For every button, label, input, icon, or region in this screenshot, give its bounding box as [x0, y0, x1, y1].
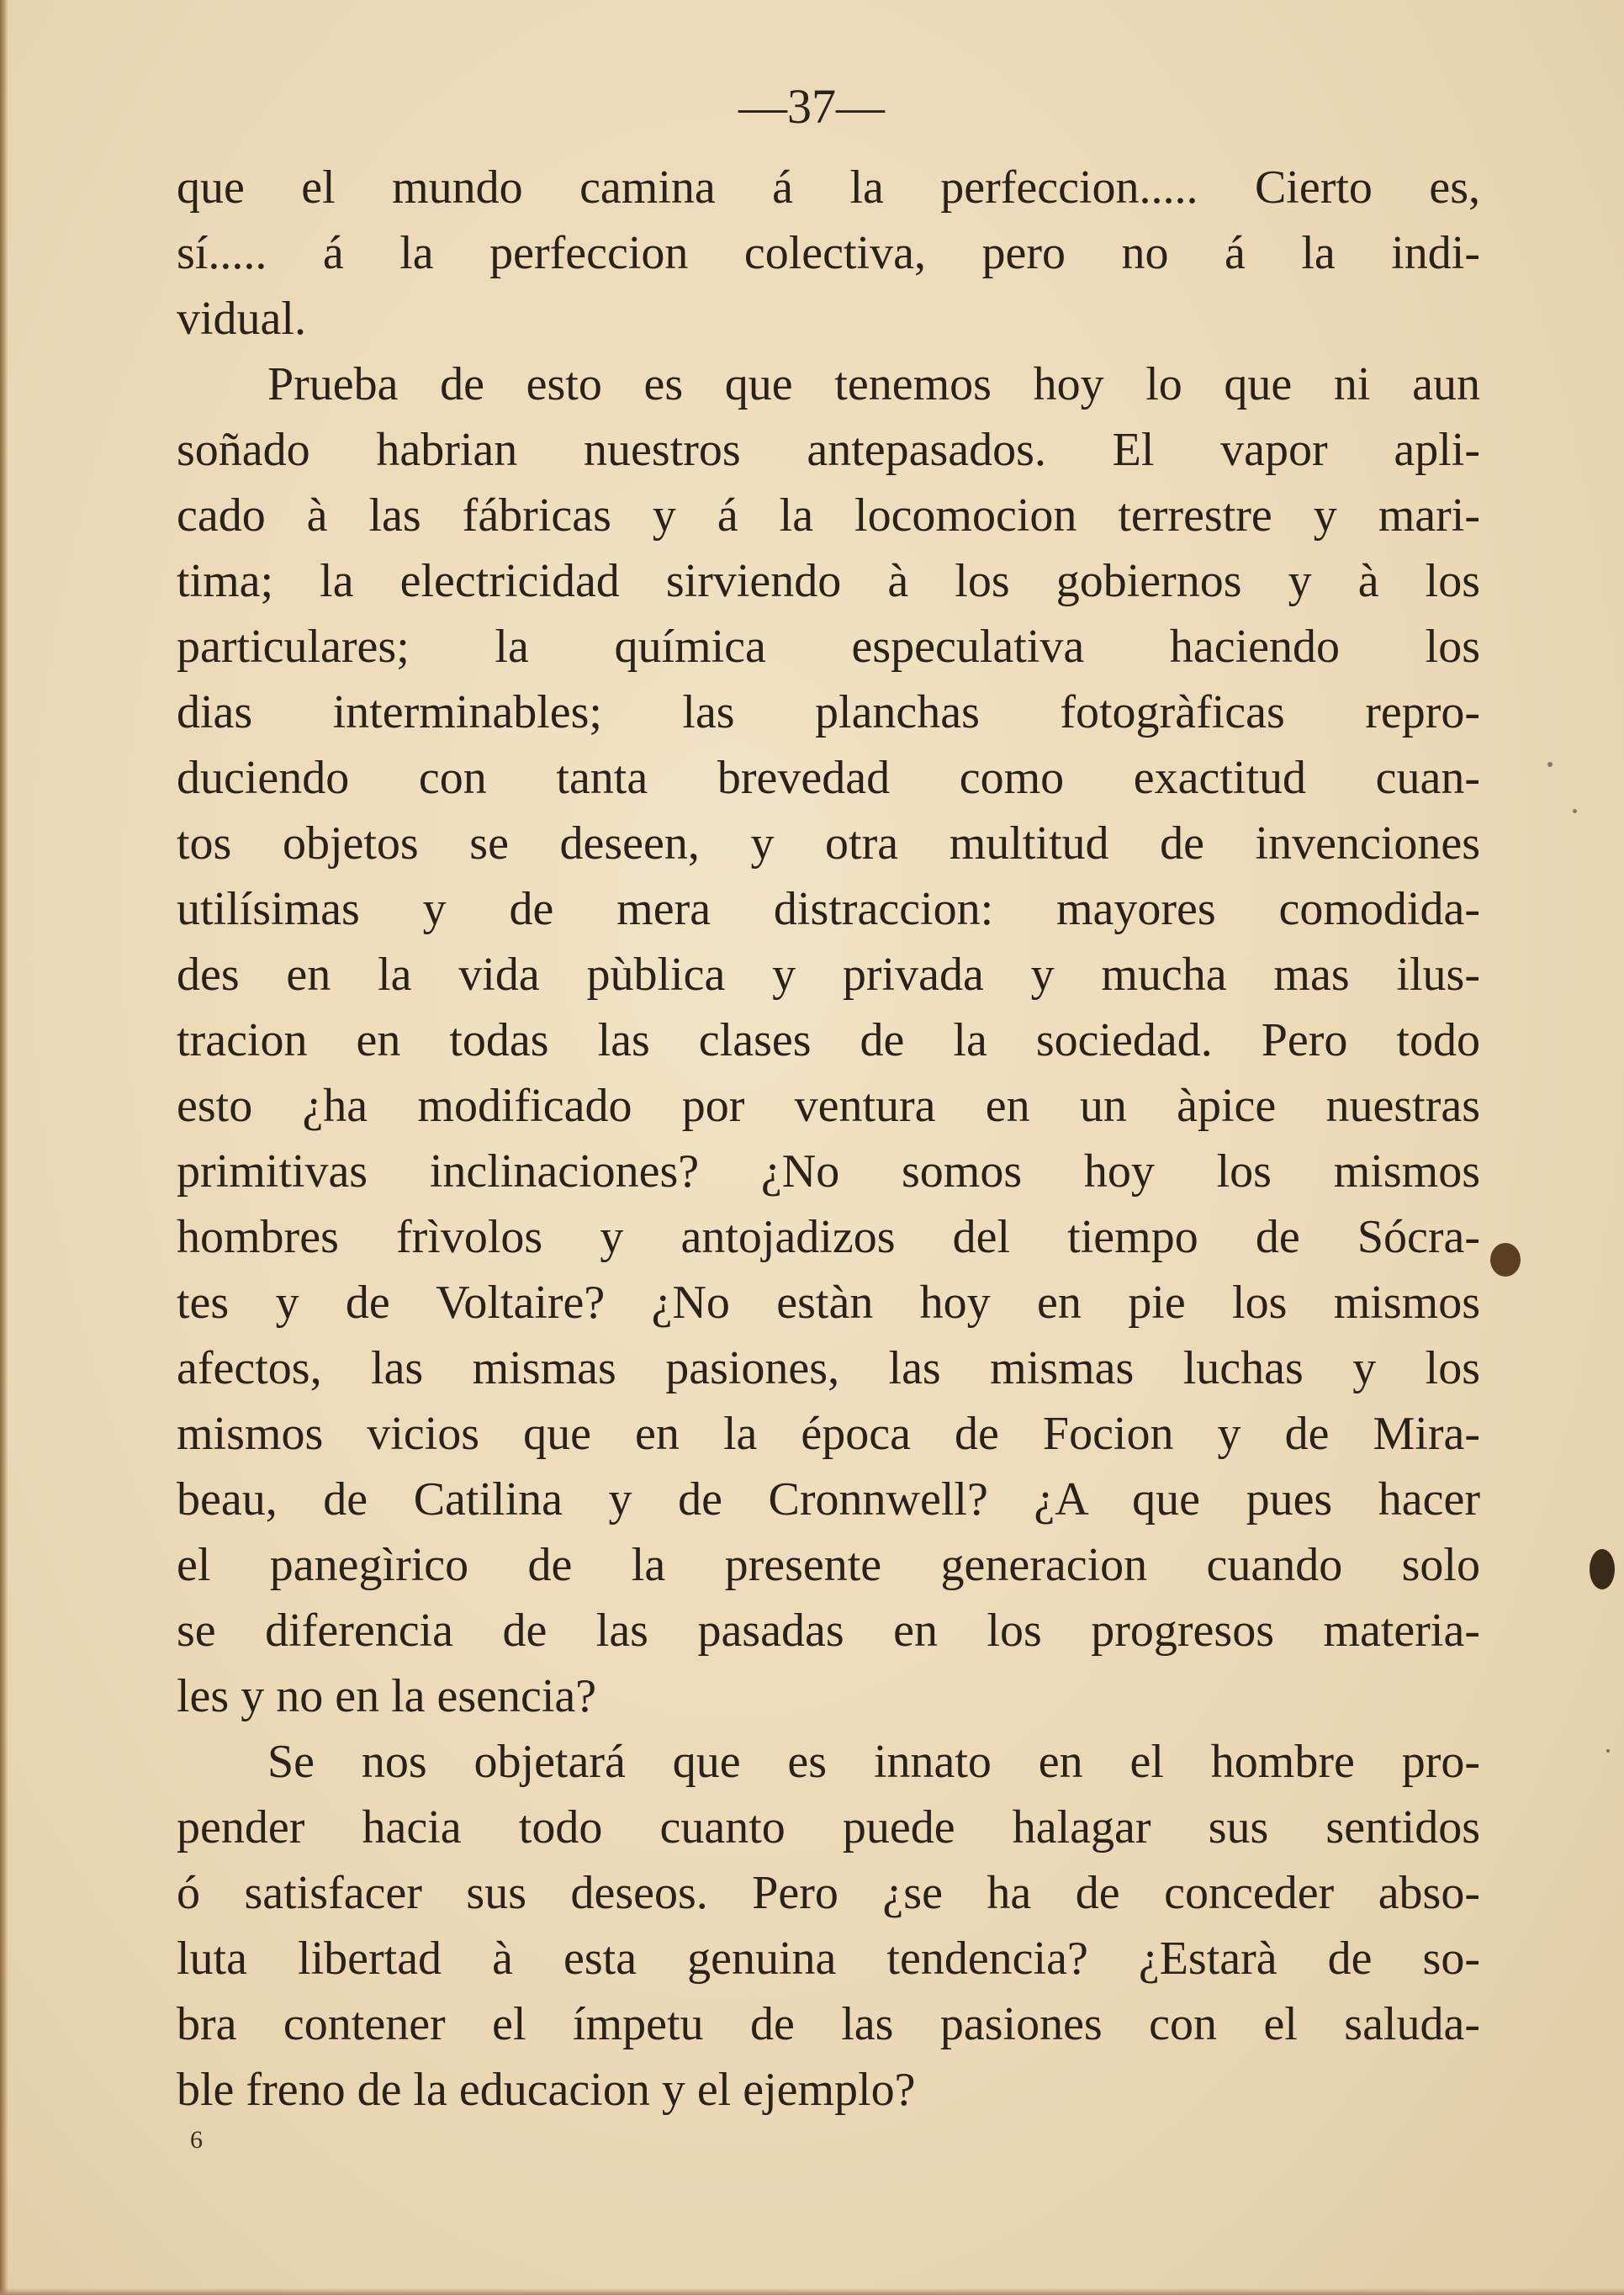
ink-stain	[1590, 1549, 1615, 1589]
footer-mark: 6	[190, 2126, 203, 2154]
text-line: dias interminables; las planchas fotogràficas repro-	[177, 686, 1480, 738]
page-binding-edge	[0, 0, 8, 2295]
text-line: particulares; la química especulativa haciendo los	[177, 621, 1480, 673]
text-line: beau, de Catilina y de Cronnwell? ¿A que pues hacer	[177, 1473, 1480, 1526]
text-line: sí..... á la perfeccion colectiva, pero no á la indi-	[177, 227, 1480, 279]
text-line: Se nos objetará que es innato en el hombre pro-	[267, 1736, 1480, 1788]
text-line: duciendo con tanta brevedad como exactitud cuan-	[177, 752, 1480, 804]
text-line: Prueba de esto es que tenemos hoy lo que ni aun	[267, 358, 1480, 410]
text-line: el panegìrico de la presente generacion cuando solo	[177, 1539, 1480, 1591]
text-line: pender hacia todo cuanto puede halagar sus sentidos	[177, 1801, 1480, 1853]
text-line: des en la vida pùblica y privada y mucha mas ilus-	[177, 949, 1480, 1001]
margin-speck	[1573, 809, 1577, 813]
text-line: tes y de Voltaire? ¿No estàn hoy en pie los mismos	[177, 1277, 1480, 1329]
text-line: primitivas inclinaciones? ¿No somos hoy los mismos	[177, 1145, 1480, 1198]
text-line: hombres frìvolos y antojadizos del tiempo de Sócra-	[177, 1211, 1480, 1263]
text-line: soñado habrian nuestros antepasados. El vapor apli-	[177, 424, 1480, 476]
text-line: luta libertad à esta genuina tendencia? ¿Estarà de so-	[177, 1933, 1480, 1985]
body-text	[177, 155, 1480, 2123]
text-line: tracion en todas las clases de la sociedad. Pero todo	[177, 1014, 1480, 1066]
text-line: que el mundo camina á la perfeccion..... Cierto es,	[177, 161, 1480, 214]
text-line: se diferencia de las pasadas en los progresos materia-	[177, 1605, 1480, 1657]
margin-speck	[1606, 1749, 1610, 1753]
text-line: tima; la electricidad sirviendo à los gobiernos y à los	[177, 555, 1480, 607]
text-line: ble freno de la educacion y el ejemplo?	[177, 2064, 916, 2116]
text-line: cado à las fábricas y á la locomocion terrestre y mari-	[177, 489, 1480, 542]
text-line: tos objetos se deseen, y otra multitud de invenciones	[177, 817, 1480, 870]
text-line: esto ¿ha modificado por ventura en un àpice nuestras	[177, 1080, 1480, 1132]
text-line: les y no en la esencia?	[177, 1670, 597, 1722]
page-number: —37—	[738, 79, 885, 134]
text-line: vidual.	[177, 293, 306, 345]
margin-speck	[1547, 762, 1553, 767]
text-line: ó satisfacer sus deseos. Pero ¿se ha de conceder abso-	[177, 1867, 1480, 1919]
text-line: afectos, las mismas pasiones, las mismas luchas y los	[177, 1342, 1480, 1394]
text-line: bra contener el ímpetu de las pasiones con el saluda-	[177, 1998, 1480, 2050]
text-line: mismos vicios que en la época de Focion y de Mira-	[177, 1408, 1480, 1460]
page-bottom-edge	[0, 2288, 1624, 2295]
text-line: utilísimas y de mera distraccion: mayores comodida-	[177, 883, 1480, 935]
ink-stain	[1490, 1243, 1521, 1277]
